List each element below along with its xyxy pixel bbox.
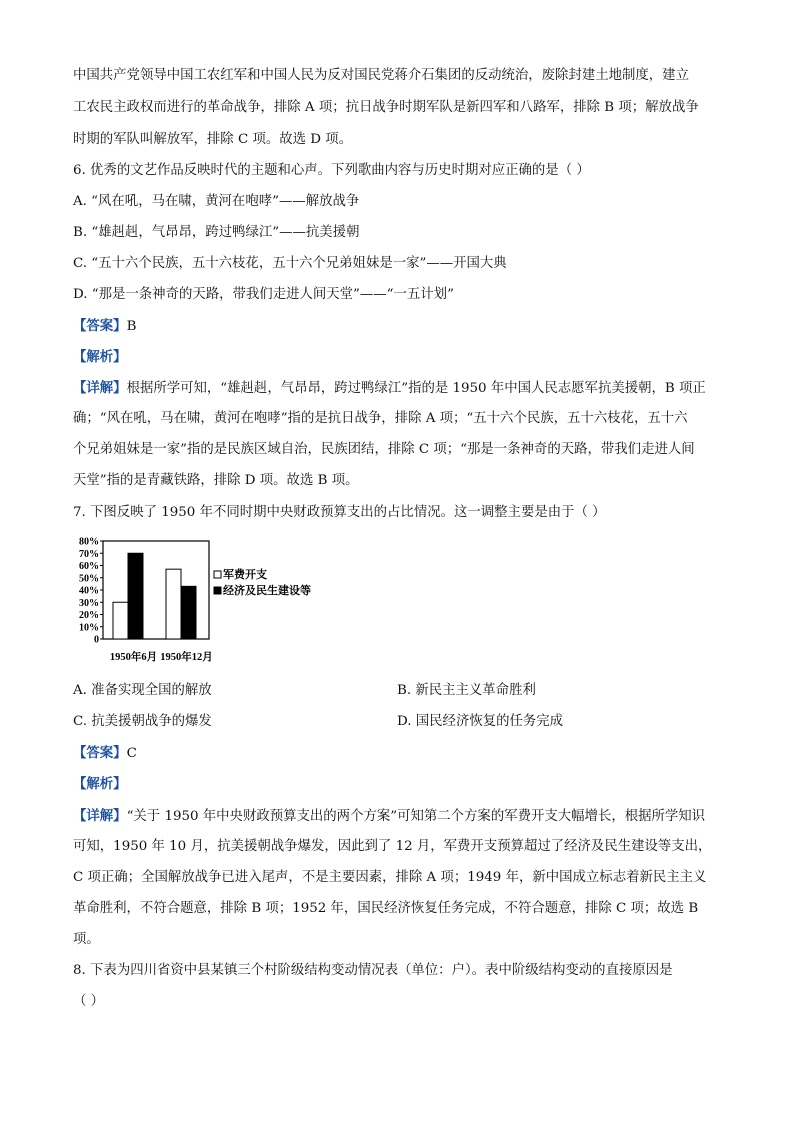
x-category-label: 1950年12月 (160, 652, 213, 663)
q7-detail-line (73, 807, 705, 826)
detail-text: 根据所学可知，“雄赳赳，气昂昂，跨过鸭绿江”指的是 1950 年中国人民志愿军抗美援朝，B 项正 (126, 381, 706, 396)
answer-value: C (126, 746, 137, 761)
q5-explanation-line: 工农民主政权而进行的革命战争，排除 A 项；抗日战争时期军队是新四军和八路军，排除 B 项；解放战争 (73, 100, 699, 115)
legend-swatch (214, 587, 221, 594)
answer-tag: 【答案】 (73, 745, 127, 761)
q7-analysis-tag (73, 775, 127, 794)
detail-tag: 【详解】 (73, 380, 127, 396)
q7-option-a: A. 准备实现全国的解放 (73, 683, 212, 698)
q6-option-c: C. “五十六个民族，五十六枝花，五十六个兄弟姐妹是一家”——开国大典 (73, 256, 507, 271)
q7-answer (73, 744, 137, 763)
q6-option-b: B. “雄赳赳，气昂昂，跨过鸭绿江”——抗美援朝 (73, 225, 360, 240)
y-tick-label: 50% (79, 573, 99, 585)
q7-detail-line: C 项正确；全国解放战争已进入尾声，不是主要因素，排除 A 项；1949 年，新中国成立标志着新民主主义 (73, 870, 707, 885)
q6-detail-line: 确；“风在吼，马在啸，黄河在咆哮”指的是抗日战争，排除 A 项；“五十六个民族，五十六枝花，五十六 (73, 411, 688, 426)
q6-answer (73, 317, 136, 336)
q7-option-c: C. 抗美援朝战争的爆发 (73, 714, 212, 729)
answer-tag: 【答案】 (73, 318, 127, 334)
q7-option-b: B. 新民主主义革命胜利 (397, 683, 536, 698)
y-tick-label: 10% (79, 622, 99, 634)
y-tick-label: 70% (79, 548, 99, 560)
q6-analysis-tag (73, 348, 127, 367)
answer-value: B (126, 319, 137, 334)
q7-detail-line: 可知，1950 年 10 月，抗美援朝战争爆发，因此到了 12 月，军费开支预算超过了经济及民生建设等支出， (73, 839, 712, 854)
q5-explanation-line: 时期的军队叫解放军，排除 C 项。故选 D 项。 (73, 132, 353, 147)
chart-bar (128, 553, 143, 639)
detail-text: “关于 1950 年中央财政预算支出的两个方案”可知第二个方案的军费开支大幅增长，根据所学知识 (126, 809, 706, 824)
analysis-tag: 【解析】 (73, 349, 127, 365)
q6-stem: 6. 优秀的文艺作品反映时代的主题和心声。下列歌曲内容与历史时期对应正确的是（ ） (73, 163, 590, 178)
q6-option-a: A. “风在吼，马在啸，黄河在咆哮”——解放战争 (73, 194, 360, 209)
chart-bar (181, 586, 196, 639)
legend-swatch (214, 571, 221, 578)
q6-detail-line (73, 379, 706, 398)
y-tick-label: 40% (79, 585, 99, 597)
budget-bar-chart (73, 533, 343, 668)
legend-label: 经济及民生建设等 (223, 585, 311, 597)
y-tick-label: 80% (79, 536, 99, 548)
y-tick-label: 30% (79, 597, 99, 609)
q7-option-d: D. 国民经济恢复的任务完成 (397, 714, 564, 729)
detail-tag: 【详解】 (73, 808, 127, 824)
y-tick-label: 60% (79, 561, 99, 572)
q7-detail-line: 项。 (73, 932, 100, 947)
q5-explanation-line: 中国共产党领导中国工农红军和中国人民为反对国民党蒋介石集团的反动统治，废除封建土地制度，建立 (73, 68, 689, 83)
y-tick-label: 20% (79, 610, 99, 621)
q7-stem: 7. 下图反映了 1950 年不同时期中央财政预算支出的占比情况。这一调整主要是由于（ ） (73, 505, 606, 520)
q6-detail-line: 天堂”指的是青藏铁路，排除 D 项。故选 B 项。 (73, 473, 359, 488)
y-tick-label: 0 (94, 634, 99, 646)
q7-detail-line: 革命胜利，不符合题意，排除 B 项；1952 年，国民经济恢复任务完成，不符合题意，排除 C 项；故选 B (73, 901, 699, 916)
x-category-label: 1950年6月 (109, 652, 158, 663)
q8-stem: 8. 下表为四川省资中县某镇三个村阶级结构变动情况表（单位：户）。表中阶级结构变动的直接原因是 (73, 963, 673, 978)
legend-label: 军费开支 (223, 569, 267, 581)
chart-bar (113, 602, 128, 639)
chart-bar (166, 569, 181, 639)
q6-detail-line: 个兄弟姐妹是一家”指的是民族区域自治，民族团结，排除 C 项；“那是一条神奇的天路，带我们走进人间 (73, 442, 695, 457)
analysis-tag: 【解析】 (73, 776, 127, 792)
q6-option-d: D. “那是一条神奇的天路，带我们走进人间天堂”——“一五计划” (73, 287, 454, 302)
q8-stem-blank: （ ） (73, 994, 105, 1009)
